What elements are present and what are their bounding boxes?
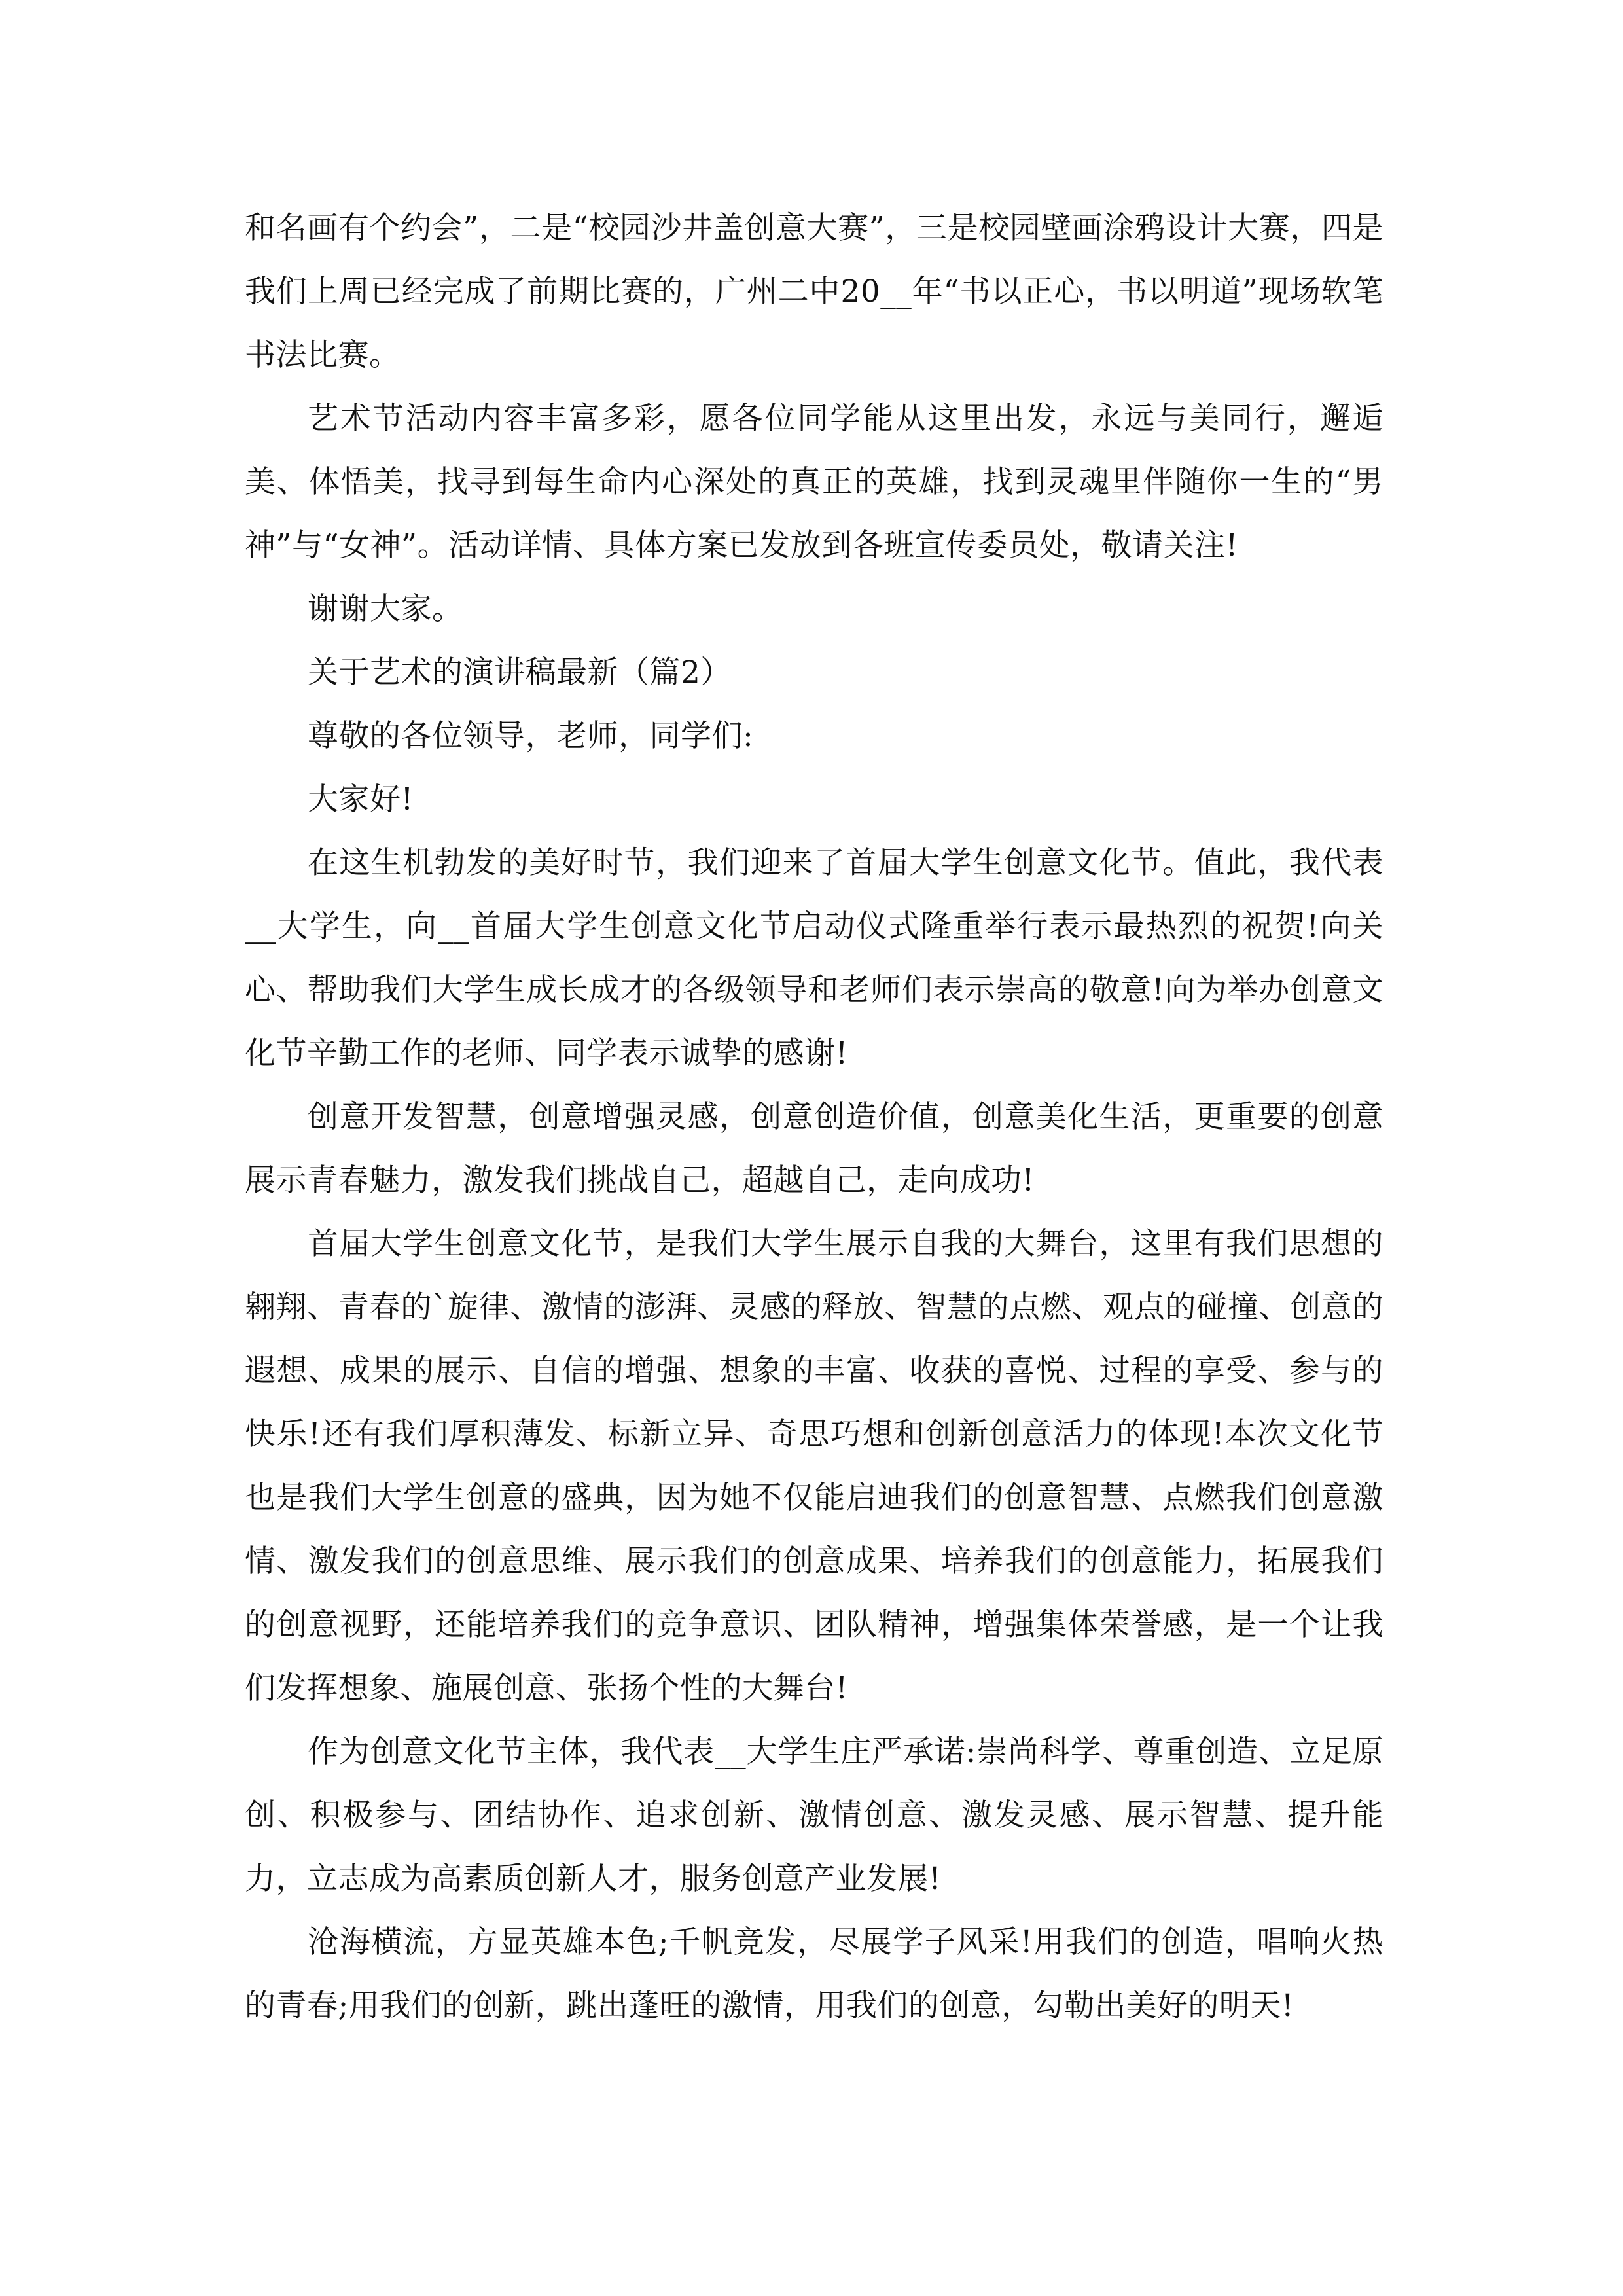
paragraph-pledge: 作为创意文化节主体，我代表__大学生庄严承诺:崇尚科学、尊重创造、立足原创、积极参与、团结协作、追求创新、激情创意、激发灵感、展示智慧、提升能力，立志成为高素质创新人才，服务创意产业发展! [245, 1734, 1383, 1897]
paragraph-salutation: 尊敬的各位领导，老师，同学们: [308, 718, 754, 754]
paragraph-thanks: 谢谢大家。 [308, 591, 463, 627]
paragraph-greeting: 大家好! [308, 781, 414, 817]
document-body [245, 196, 1383, 2037]
paragraph-creativity: 创意开发智慧，创意增强灵感，创意创造价值，创意美化生活，更重要的创意展示青春魅力，激发我们挑战自己，超越自己，走向成功! [245, 1099, 1383, 1198]
paragraph-closing: 沧海横流，方显英雄本色;千帆竞发，尽展学子风采!用我们的创造，唱响火热的青春;用我们的创新，跳出蓬旺的激情，用我们的创意，勾勒出美好的明天! [245, 1924, 1383, 2024]
paragraph-continuation: 和名画有个约会”，二是“校园沙井盖创意大赛”，三是校园壁画涂鸦设计大赛，四是我们上周已经完成了前期比赛的，广州二中20__年“书以正心，书以明道”现场软笔书法比赛。 [245, 210, 1383, 373]
section-heading: 关于艺术的演讲稿最新（篇2） [308, 655, 732, 691]
paragraph-opening: 在这生机勃发的美好时节，我们迎来了首届大学生创意文化节。值此，我代表__大学生，向__首届大学生创意文化节启动仪式隆重举行表示最热烈的祝贺!向关心、帮助我们大学生成长成才的各级领导和老师们表示崇高的敬意!向为举办创意文化节辛勤工作的老师、同学表示诚挚的感谢! [245, 845, 1383, 1071]
paragraph-art-festival: 艺术节活动内容丰富多彩，愿各位同学能从这里出发，永远与美同行，邂逅美、体悟美，找寻到每生命内心深处的真正的英雄，找到灵魂里伴随你一生的“男神”与“女神”。活动详情、具体方案已发放到各班宣传委员处，敬请关注! [245, 401, 1383, 564]
paragraph-festival-stage: 首届大学生创意文化节，是我们大学生展示自我的大舞台，这里有我们思想的翱翔、青春的`旋律、激情的澎湃、灵感的释放、智慧的点燃、观点的碰撞、创意的遐想、成果的展示、自信的增强、想象的丰富、收获的喜悦、过程的享受、参与的快乐!还有我们厚积薄发、标新立异、奇思巧想和创新创意活力的体现!本次文化节也是我们大学生创意的盛典，因为她不仅能启迪我们的创意智慧、点燃我们创意激情、激发我们的创意思维、展示我们的创意成果、培养我们的创意能力，拓展我们的创意视野，还能培养我们的竞争意识、团队精神，增强集体荣誉感，是一个让我们发挥想象、施展创意、张扬个性的大舞台! [245, 1226, 1383, 1706]
